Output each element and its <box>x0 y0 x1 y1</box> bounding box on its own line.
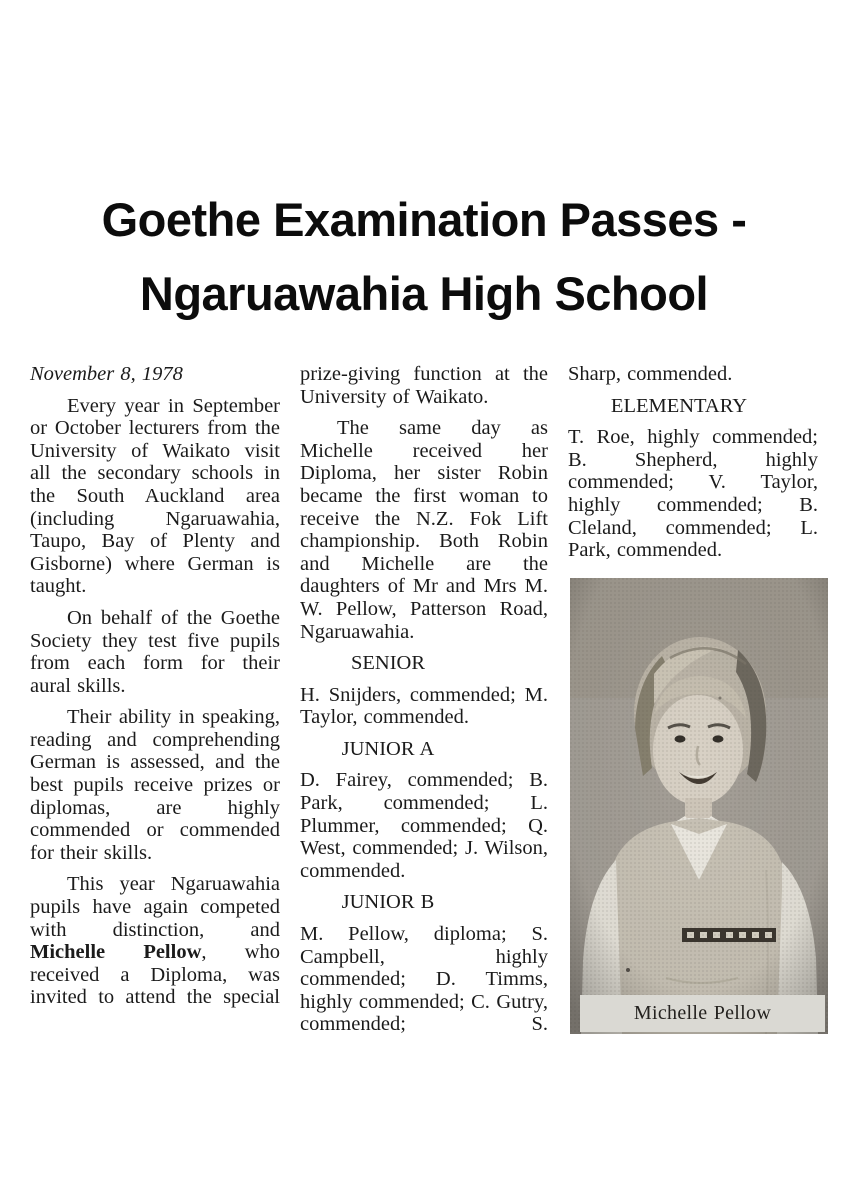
portrait-photo-illustration <box>570 578 828 1034</box>
paragraph-continuation: prize-giving function at the University of Waikato. <box>300 362 548 408</box>
paragraph: Their ability in speaking, reading and comprehending German is assessed, and the best pupils receive prizes or diplomas, are highly commended or commended for their skills. <box>30 706 280 864</box>
headline-line1: Goethe Examination Passes - <box>101 193 747 247</box>
article-body <box>0 363 848 1045</box>
results-paragraph: M. Pellow, diploma; S. Campbell, highly commended; D. Timms, highly commended; C. Gutry, commended; S. <box>300 923 548 1036</box>
article-headline <box>0 31 848 331</box>
paragraph-continuation: Sharp, commended. <box>568 362 733 385</box>
paragraph: Every year in September or October lecturers from the University of Waikato visit all the secondary schools in the South Auckland area (including Ngaruawahia, Taupo, Bay of Plenty and Gisborne) where German is taught. <box>30 394 280 598</box>
article-date: November 8, 1978 <box>30 362 183 385</box>
paragraph <box>30 873 280 1009</box>
highlighted-name: Michelle Pellow <box>30 941 202 964</box>
paragraph: On behalf of the Goethe Society they test five pupils from each form for their aural skills. <box>30 606 280 697</box>
paragraph-text: , who received a Diploma, was invited to attend the special <box>30 941 280 1009</box>
section-heading-elementary: ELEMENTARY <box>610 394 748 417</box>
michelle-pellow-photo <box>570 578 828 1034</box>
headline-line2: Ngaruawahia High School <box>139 267 709 321</box>
results-paragraph: H. Snijders, commended; M. Taylor, commended. <box>300 683 548 729</box>
paragraph-text: This year Ngaruawahia pupils have again competed with distinction, and <box>30 873 280 941</box>
paragraph: The same day as Michelle received her Diploma, her sister Robin became the first woman to receive the N.Z. Fok Lift championship. Both Robin and Michelle are the daughters of Mr and Mrs M. W. Pellow, Patterson Road, Ngaruawahia. <box>300 417 548 643</box>
section-heading-junior-a: JUNIOR A <box>341 737 435 760</box>
section-heading-junior-b: JUNIOR B <box>341 891 435 914</box>
column-1 <box>30 363 280 1045</box>
results-paragraph: T. Roe, highly commended; B. Shepherd, highly commended; V. Taylor, highly commended; B. Cleland, commended; L. Park, commended. <box>568 426 818 562</box>
section-heading-senior: SENIOR <box>350 652 426 675</box>
results-paragraph: D. Fairey, commended; B. Park, commended; L. Plummer, commended; Q. West, commended; J. Wilson, commended. <box>300 769 548 882</box>
photo-caption: Michelle Pellow <box>580 995 825 1032</box>
column-3 <box>568 363 818 1045</box>
column-2 <box>300 363 548 1045</box>
